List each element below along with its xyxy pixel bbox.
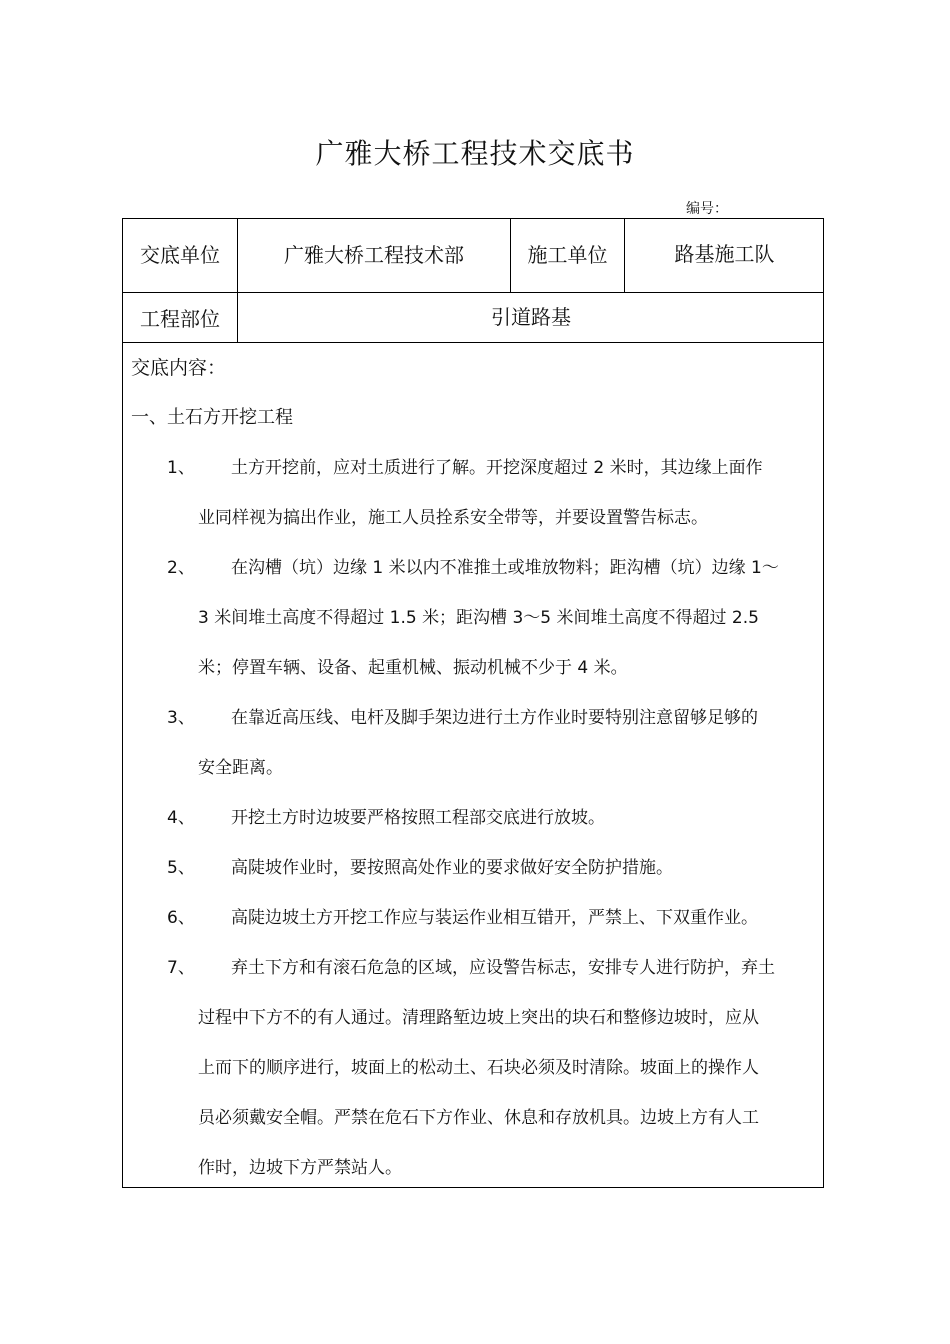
item-text: 高陡坡作业时，要按照高处作业的要求做好安全防护措施。: [231, 858, 673, 878]
item-number: 1、: [167, 458, 195, 478]
item-text: 在沟槽（坑）边缘 1 米以内不准推土或堆放物料；距沟槽（坑）边缘 1～: [231, 558, 779, 578]
item-text-continuation: 3 米间堆土高度不得超过 1.5 米；距沟槽 3～5 米间堆土高度不得超过 2.5: [198, 608, 759, 628]
disclosure-unit-label: 交底单位: [140, 242, 220, 267]
item-number: 3、: [167, 708, 195, 728]
item-text-continuation: 作时，边坡下方严禁站人。: [198, 1158, 402, 1178]
item-text-continuation: 安全距离。: [198, 758, 283, 778]
item-text-continuation: 业同样视为搞出作业，施工人员拴系安全带等，并要设置警告标志。: [198, 508, 708, 528]
item-number: 6、: [167, 908, 195, 928]
construction-unit-value: 路基施工队: [674, 241, 775, 266]
item-text-continuation: 上而下的顺序进行，坡面上的松动土、石块必须及时清除。坡面上的操作人: [198, 1058, 759, 1078]
construction-unit-label: 施工单位: [527, 242, 608, 267]
serial-number-label: 编号：: [686, 201, 728, 217]
item-number: 7、: [167, 958, 195, 978]
item-number: 2、: [167, 558, 195, 578]
item-text: 高陡边坡土方开挖工作应与装运作业相互错开，严禁上、下双重作业。: [231, 908, 758, 928]
item-text-continuation: 过程中下方不的有人通过。清理路堑边坡上突出的块石和整修边坡时，应从: [198, 1008, 759, 1028]
item-number: 5、: [167, 858, 195, 878]
item-text-continuation: 员必须戴安全帽。严禁在危石下方作业、休息和存放机具。边坡上方有人工: [198, 1108, 759, 1128]
content-heading: 交底内容：: [131, 357, 227, 379]
section-heading: 一、土石方开挖工程: [131, 407, 293, 428]
row-divider-2: [123, 342, 823, 343]
document-title: 广雅大桥工程技术交底书: [315, 137, 635, 170]
item-text: 弃土下方和有滚石危急的区域，应设警告标志，安排专人进行防护，弃土: [231, 958, 775, 978]
item-number: 4、: [167, 808, 195, 828]
item-text: 土方开挖前，应对土质进行了解。开挖深度超过 2 米时，其边缘上面作: [231, 458, 763, 478]
disclosure-table: [122, 218, 824, 1188]
item-text-continuation: 米；停置车辆、设备、起重机械、振动机械不少于 4 米。: [198, 658, 628, 678]
item-text: 开挖土方时边坡要严格按照工程部交底进行放坡。: [231, 808, 605, 828]
disclosure-unit-value: 广雅大桥工程技术部: [284, 242, 464, 267]
project-part-label: 工程部位: [140, 307, 220, 331]
item-text: 在靠近高压线、电杆及脚手架边进行土方作业时要特别注意留够足够的: [231, 708, 758, 728]
project-part-value: 引道路基: [491, 305, 571, 329]
